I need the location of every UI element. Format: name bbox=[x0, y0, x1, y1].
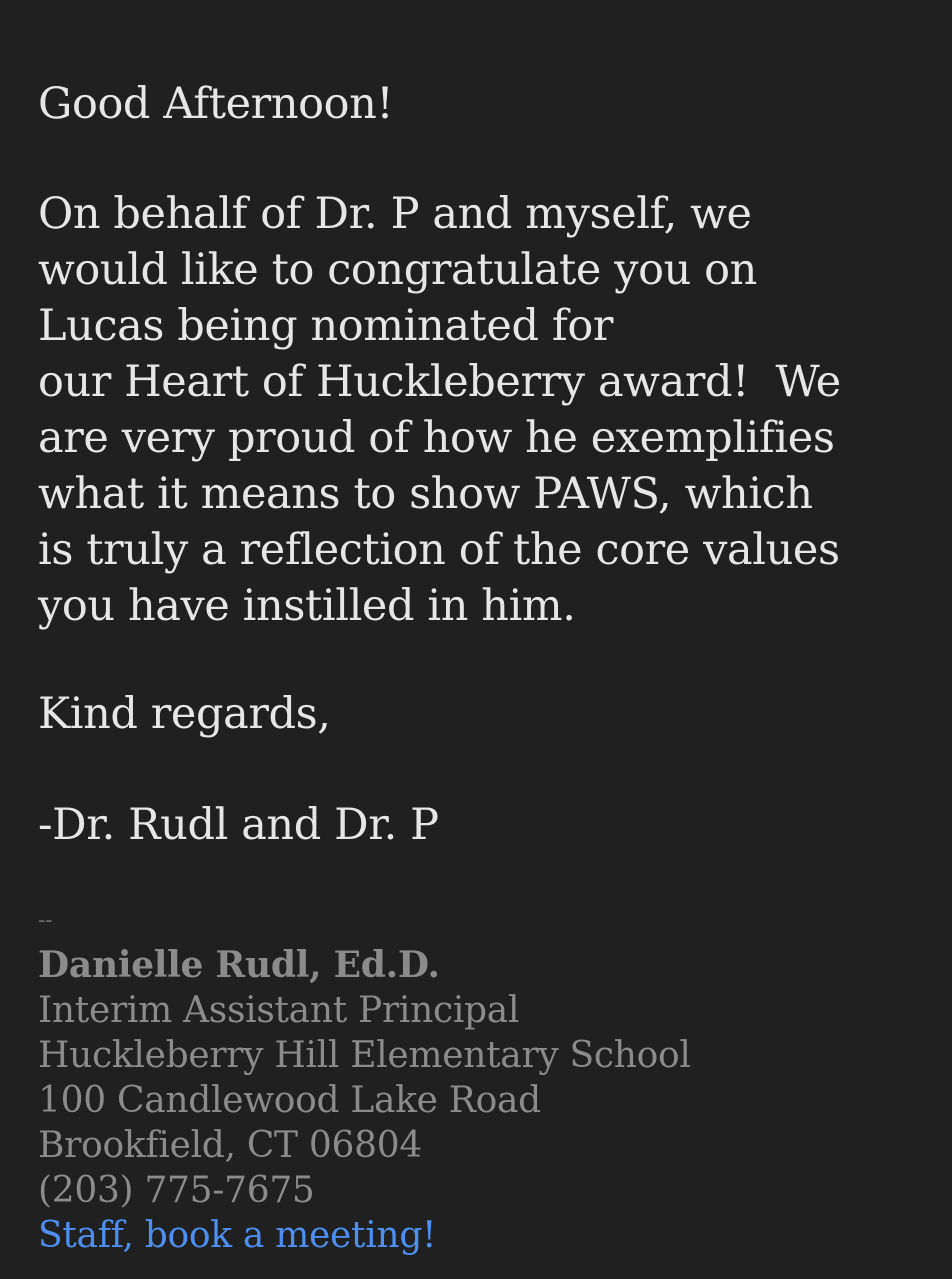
signature-street: 100 Candlewood Lake Road bbox=[38, 1080, 541, 1121]
signature-school: Huckleberry Hill Elementary School bbox=[38, 1035, 691, 1076]
email-signature bbox=[38, 905, 691, 1258]
signature-city: Brookfield, CT 06804 bbox=[38, 1125, 422, 1166]
paragraph-line: what it means to show PAWS, which bbox=[38, 469, 813, 519]
paragraph-line: you have instilled in him. bbox=[38, 581, 576, 631]
signature-name: Danielle Rudl, Ed.D. bbox=[38, 944, 440, 986]
paragraph-line: our Heart of Huckleberry award! We bbox=[38, 357, 841, 407]
paragraph-line: would like to congratulate you on bbox=[38, 245, 757, 295]
email-paragraph bbox=[38, 186, 841, 634]
email-closing: Kind regards, bbox=[38, 689, 331, 739]
email-greeting: Good Afternoon! bbox=[38, 79, 394, 129]
signature-separator: -- bbox=[38, 908, 53, 933]
signature-phone[interactable]: (203) 775-7675 bbox=[38, 1170, 315, 1211]
email-signoff: -Dr. Rudl and Dr. P bbox=[38, 800, 439, 850]
paragraph-line: is truly a reflection of the core values bbox=[38, 525, 840, 575]
paragraph-line: are very proud of how he exemplifies bbox=[38, 413, 835, 463]
paragraph-line: Lucas being nominated for bbox=[38, 301, 614, 351]
book-meeting-link[interactable]: Staff, book a meeting! bbox=[38, 1215, 437, 1256]
signature-title: Interim Assistant Principal bbox=[38, 990, 520, 1031]
paragraph-line: On behalf of Dr. P and myself, we bbox=[38, 189, 752, 239]
